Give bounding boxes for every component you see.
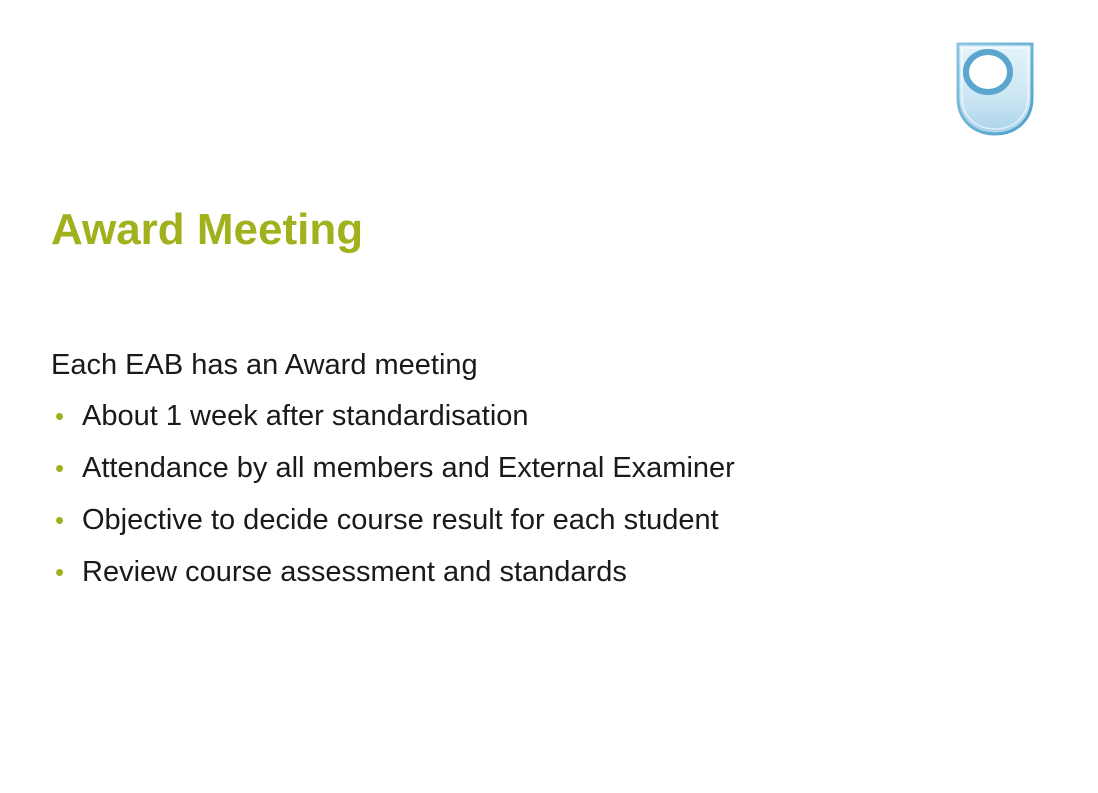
bullet-text: Review course assessment and standards bbox=[82, 556, 627, 588]
bullet-text: Objective to decide course result for each student bbox=[82, 504, 719, 536]
bullet-text: About 1 week after standardisation bbox=[82, 400, 529, 432]
bullet-icon: • bbox=[55, 557, 65, 587]
bullet-item bbox=[51, 390, 1051, 442]
slide-title: Award Meeting bbox=[51, 205, 364, 254]
slide-body bbox=[51, 340, 1051, 598]
bullet-item bbox=[51, 442, 1051, 494]
open-university-shield-icon bbox=[954, 40, 1036, 138]
bullet-item bbox=[51, 494, 1051, 546]
bullet-list bbox=[51, 390, 1051, 598]
bullet-icon: • bbox=[55, 453, 65, 483]
intro-text: Each EAB has an Award meeting bbox=[51, 349, 478, 381]
bullet-icon: • bbox=[55, 401, 65, 431]
bullet-icon: • bbox=[55, 505, 65, 535]
bullet-item bbox=[51, 546, 1051, 598]
bullet-text: Attendance by all members and External Examiner bbox=[82, 452, 735, 484]
